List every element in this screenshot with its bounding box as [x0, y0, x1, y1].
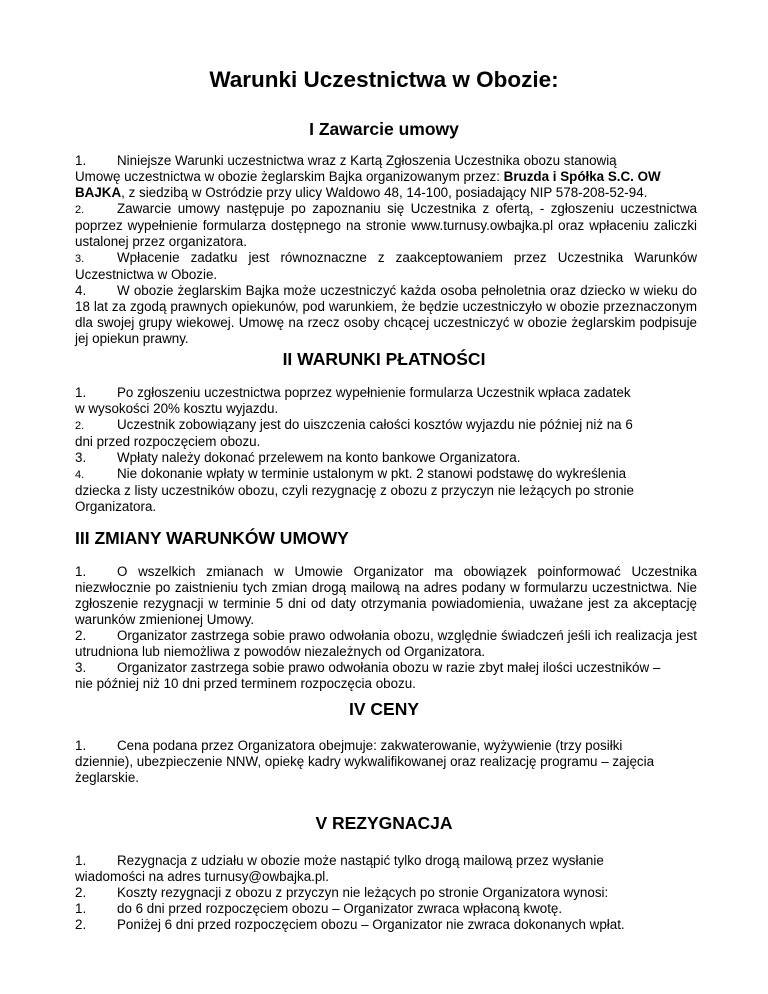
s1-p4-number: 4. [75, 283, 87, 298]
s1-paragraph-3 [75, 250, 697, 283]
s2-p1-line-a: Po zgłoszeniu uczestnictwa poprzez wypełnienie formularza Uczestnik wpłaca zadatek [117, 385, 631, 400]
s2-p4-line-c: Organizatora. [75, 499, 157, 514]
s2-p3-line-a: Wpłaty należy dokonać przelewem na konto bankowe Organizatora. [117, 450, 521, 465]
s2-paragraph-2 [75, 417, 697, 450]
s1-paragraph-2 [75, 201, 697, 250]
s2-p2-line-b: dni przed rozpoczęciem obozu. [75, 434, 261, 449]
section-2-body [75, 385, 697, 515]
s2-p2-line-a: Uczestnik zobowiązany jest do uiszczenia całości kosztów wyjazdu nie później niż na 6 [117, 417, 633, 432]
s2-p3-number: 3. [75, 450, 87, 465]
section-3-body [75, 564, 697, 692]
document-title: Warunki Uczestnictwa w Obozie: [209, 67, 559, 92]
s1-p1-line-b: Umowę uczestnictwa w obozie żeglarskim Bajka organizowanym przez: [75, 169, 504, 184]
s5-p3-line-a: do 6 dni przed rozpoczęciem obozu – Organizator zwraca wpłaconą kwotę. [117, 901, 563, 916]
s2-paragraph-4 [75, 466, 697, 515]
s4-p1-line-b: dziennie), ubezpieczenie NNW, opiekę kadry wykwalifikowanej oraz realizację programu – zajęcia [75, 754, 655, 769]
s3-paragraph-2 [75, 628, 697, 660]
s5-p4-number: 2. [75, 917, 87, 932]
section-2-heading: II WARUNKI PŁATNOŚCI [282, 349, 486, 369]
s5-p4-line-a: Poniżej 6 dni przed rozpoczęciem obozu – Organizator nie zwraca dokonanych wpłat. [117, 917, 625, 932]
s2-p1-number: 1. [75, 385, 87, 400]
s3-p2-text: Organizator zastrzega sobie prawo odwołania obozu, względnie świadczeń jeśli ich realizacja jest utrudniona lub niemożliwa z powodów niezależnych od Organizatora. [75, 628, 697, 659]
s3-p3-number: 3. [75, 660, 87, 675]
s5-paragraph-3 [75, 901, 697, 917]
s5-p2-number: 2. [75, 885, 87, 900]
s3-paragraph-1 [75, 564, 697, 628]
s3-paragraph-3 [75, 660, 697, 692]
s1-p3-number: 3. [75, 253, 85, 265]
s1-p3-text: Wpłacenie zadatku jest równoznaczne z zaakceptowaniem przez Uczestnika Warunków Uczestnictwa w Obozie. [75, 250, 697, 282]
organizer-name: Bruzda i Spółka S.C. OW [503, 169, 661, 184]
s5-paragraph-4 [75, 917, 697, 933]
section-4-body [75, 738, 697, 786]
s3-p1-number: 1. [75, 564, 87, 579]
s3-p2-number: 2. [75, 628, 87, 643]
s1-p1-line-c: , z siedzibą w Ostródzie przy ulicy Waldowo 48, 14-100, posiadający NIP 578-208-52-94. [121, 185, 648, 200]
s1-p1-number: 1. [75, 153, 87, 168]
s5-p2-line-a: Koszty rezygnacji z obozu z przyczyn nie leżących po stronie Organizatora wynosi: [117, 885, 609, 900]
s1-paragraph-4 [75, 283, 697, 347]
s2-paragraph-3 [75, 450, 697, 466]
s1-p2-number: 2. [75, 204, 85, 216]
s5-p1-line-a: Rezygnacja z udziału w obozie może nastąpić tylko drogą mailową przez wysłanie [117, 853, 604, 868]
s5-p1-number: 1. [75, 853, 87, 868]
s3-p3-line-a: Organizator zastrzega sobie prawo odwołania obozu w razie zbyt małej ilości uczestników – [117, 660, 661, 675]
s2-p2-number: 2. [75, 420, 85, 432]
section-5-heading: V REZYGNACJA [315, 813, 453, 833]
s2-paragraph-1 [75, 385, 697, 417]
s2-p1-line-b: w wysokości 20% kosztu wyjazdu. [75, 401, 279, 416]
s4-p1-number: 1. [75, 738, 87, 753]
section-1-body [75, 153, 697, 347]
section-4-heading: IV CENY [348, 699, 420, 719]
s1-p2-text: Zawarcie umowy następuje po zapoznaniu się Uczestnika z ofertą, - zgłoszeniu uczestnictwa poprzez wypełnienie formularza dostępnego na stronie www.turnusy.owbajka.pl oraz wpłaceniu zaliczki ustalonej przez organizatora. [75, 201, 697, 249]
s5-paragraph-1 [75, 853, 697, 885]
s4-p1-line-c: żeglarskie. [75, 770, 140, 785]
s4-p1-line-a: Cena podana przez Organizatora obejmuje: zakwaterowanie, wyżywienie (trzy posiłki [117, 738, 623, 753]
s5-p3-number: 1. [75, 901, 87, 916]
s3-p1-text: O wszelkich zmianach w Umowie Organizator ma obowiązek poinformować Uczestnika niezwłocznie po zaistnieniu tych zmian drogą mailową na adres podany w formularzu uczestnictwa. Nie zgłoszenie rezygnacji w terminie 5 dni od daty otrzymania powiadomienia, uważane jest za akceptację warunków zmienionej Umowy. [75, 564, 697, 627]
section-1-heading: I Zawarcie umowy [309, 119, 459, 139]
s5-paragraph-2 [75, 885, 697, 901]
section-3-heading: III ZMIANY WARUNKÓW UMOWY [75, 528, 349, 548]
s2-p4-line-b: dziecka z listy uczestników obozu, czyli rezygnację z obozu z przyczyn nie leżących po stronie [75, 483, 634, 498]
organizer-name-cont: BAJKA [75, 185, 122, 200]
section-5-body [75, 853, 697, 933]
s2-p4-number: 4. [75, 469, 85, 481]
s4-paragraph-1 [75, 738, 697, 786]
s5-p1-line-b: wiadomości na adres turnusy@owbajka.pl. [75, 869, 330, 884]
s1-p1-line-a: Niniejsze Warunki uczestnictwa wraz z Kartą Zgłoszenia Uczestnika obozu stanowią [117, 153, 617, 168]
s2-p4-line-a: Nie dokonanie wpłaty w terminie ustalonym w pkt. 2 stanowi podstawę do wykreślenia [117, 466, 627, 481]
s1-paragraph-1 [75, 153, 697, 201]
s1-p4-text: W obozie żeglarskim Bajka może uczestniczyć każda osoba pełnoletnia oraz dziecko w wieku do 18 lat za zgodą prawnych opiekunów, pod warunkiem, że będzie uczestniczyło w obozie przeznaczonym dla swojej grupy wiekowej. Umowę na rzecz osoby chcącej uczestniczyć w obozie żeglarskim podpisuje jej opiekun prawny. [75, 283, 697, 346]
s3-p3-line-b: nie później niż 10 dni przed terminem rozpoczęcia obozu. [75, 676, 416, 691]
